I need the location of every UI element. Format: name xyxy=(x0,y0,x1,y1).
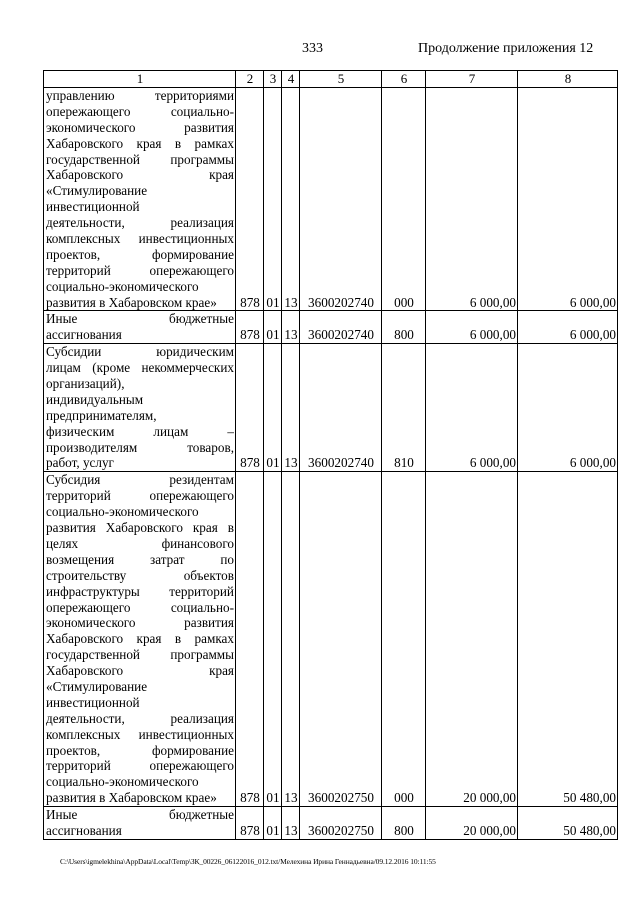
item-name-line: Хабаровского края в рамках xyxy=(46,631,234,647)
item-name-line: Хабаровского края в рамках xyxy=(46,135,234,151)
item-name-line: деятельности, реализация xyxy=(46,710,234,726)
item-name-line: Иные бюджетные xyxy=(46,311,234,327)
item-name-line: опережающего социально- xyxy=(46,599,234,615)
footer-file-path: C:\Users\igmelekhina\AppData\Local\Temp\ЗК_00226_06122016_012.txt/Мелехина Ирина Геннадьевна/09.12.2016 10:11:55 xyxy=(60,857,436,866)
item-name-line: экономического развития xyxy=(46,119,234,135)
section-code-cell: 01 xyxy=(264,472,282,807)
section-code-cell: 01 xyxy=(264,88,282,311)
item-name-line: социально-экономического xyxy=(46,774,199,790)
target-article-cell: 3600202750 xyxy=(300,807,382,840)
table-row xyxy=(44,472,618,807)
item-name-line: экономического развития xyxy=(46,615,234,631)
item-name-line: Субсидии юридическим xyxy=(46,344,234,360)
table-row xyxy=(44,88,618,311)
column-number: 8 xyxy=(518,71,618,88)
item-name-line: социально-экономического xyxy=(46,504,199,520)
amount-year2-cell: 50 480,00 xyxy=(518,807,618,840)
item-name-line: Иные бюджетные xyxy=(46,807,234,823)
column-number: 2 xyxy=(236,71,264,88)
column-number: 6 xyxy=(382,71,426,88)
item-name-line: Субсидия резидентам xyxy=(46,472,234,488)
column-number: 3 xyxy=(264,71,282,88)
amount-year2-cell: 6 000,00 xyxy=(518,344,618,472)
subsection-code-cell: 13 xyxy=(282,472,300,807)
item-name-line: инвестиционной xyxy=(46,199,140,215)
ministry-code-cell: 878 xyxy=(236,344,264,472)
item-name-line: инвестиционной xyxy=(46,694,140,710)
item-name-line: «Стимулирование xyxy=(46,183,148,199)
subsection-code-cell: 13 xyxy=(282,311,300,344)
column-number-row xyxy=(44,71,618,88)
item-name-line: комплексных инвестиционных xyxy=(46,726,234,742)
table-row xyxy=(44,807,618,840)
item-name-line: работ, услуг xyxy=(46,455,114,471)
item-name-line: государственной программы xyxy=(46,647,234,663)
amount-year2-cell: 6 000,00 xyxy=(518,88,618,311)
amount-year1-cell: 20 000,00 xyxy=(426,807,518,840)
item-name-line: государственной программы xyxy=(46,151,234,167)
budget-table xyxy=(43,70,618,840)
amount-year2-cell: 50 480,00 xyxy=(518,472,618,807)
item-name-line: проектов, формирование xyxy=(46,742,234,758)
item-name-line: территорий опережающего xyxy=(46,262,234,278)
item-name-line: Хабаровского края xyxy=(46,663,234,679)
item-name-line: территорий опережающего xyxy=(46,758,234,774)
ministry-code-cell: 878 xyxy=(236,807,264,840)
item-name-line: лицам (кроме некоммерческих xyxy=(46,360,234,376)
item-name-cell xyxy=(44,344,236,472)
item-name-line: производителям товаров, xyxy=(46,439,234,455)
appendix-continuation-title: Продолжение приложения 12 xyxy=(418,41,594,56)
item-name-line: возмещения затрат по xyxy=(46,551,234,567)
item-name-line: опережающего социально- xyxy=(46,103,234,119)
item-name-cell xyxy=(44,807,236,840)
item-name-line: физическим лицам – xyxy=(46,423,234,439)
item-name-line: строительству объектов xyxy=(46,567,234,583)
amount-year1-cell: 6 000,00 xyxy=(426,311,518,344)
item-name-line: комплексных инвестиционных xyxy=(46,231,234,247)
target-article-cell: 3600202740 xyxy=(300,344,382,472)
amount-year1-cell: 6 000,00 xyxy=(426,88,518,311)
ministry-code-cell: 878 xyxy=(236,311,264,344)
item-name-line: предпринимателям, xyxy=(46,407,157,423)
item-name-line: деятельности, реализация xyxy=(46,215,234,231)
item-name-line: целях финансового xyxy=(46,535,234,551)
column-number: 4 xyxy=(282,71,300,88)
amount-year2-cell: 6 000,00 xyxy=(518,311,618,344)
expense-type-cell: 810 xyxy=(382,344,426,472)
subsection-code-cell: 13 xyxy=(282,344,300,472)
item-name-line: территорий опережающего xyxy=(46,488,234,504)
amount-year1-cell: 20 000,00 xyxy=(426,472,518,807)
column-number: 7 xyxy=(426,71,518,88)
subsection-code-cell: 13 xyxy=(282,88,300,311)
item-name-cell xyxy=(44,472,236,807)
expense-type-cell: 000 xyxy=(382,472,426,807)
item-name-line: индивидуальным xyxy=(46,391,144,407)
section-code-cell: 01 xyxy=(264,311,282,344)
table-row xyxy=(44,344,618,472)
ministry-code-cell: 878 xyxy=(236,88,264,311)
ministry-code-cell: 878 xyxy=(236,472,264,807)
item-name-line: развития в Хабаровском крае» xyxy=(46,294,217,310)
section-code-cell: 01 xyxy=(264,807,282,840)
item-name-line: управлению территориями xyxy=(46,88,234,103)
target-article-cell: 3600202740 xyxy=(300,311,382,344)
column-number: 5 xyxy=(300,71,382,88)
amount-year1-cell: 6 000,00 xyxy=(426,344,518,472)
column-number: 1 xyxy=(44,71,236,88)
target-article-cell: 3600202740 xyxy=(300,88,382,311)
item-name-cell xyxy=(44,311,236,344)
subsection-code-cell: 13 xyxy=(282,807,300,840)
item-name-line: инфраструктуры территорий xyxy=(46,583,234,599)
item-name-line: Хабаровского края xyxy=(46,167,234,183)
expense-type-cell: 800 xyxy=(382,807,426,840)
expense-type-cell: 800 xyxy=(382,311,426,344)
item-name-line: «Стимулирование xyxy=(46,678,148,694)
table-row xyxy=(44,311,618,344)
item-name-line: ассигнования xyxy=(46,327,122,343)
target-article-cell: 3600202750 xyxy=(300,472,382,807)
item-name-line: организаций), xyxy=(46,376,125,392)
section-code-cell: 01 xyxy=(264,344,282,472)
page-number: 333 xyxy=(302,41,323,56)
item-name-line: развития в Хабаровском крае» xyxy=(46,790,217,806)
item-name-cell xyxy=(44,88,236,311)
item-name-line: ассигнования xyxy=(46,822,122,838)
item-name-line: проектов, формирование xyxy=(46,246,234,262)
item-name-line: развития Хабаровского края в xyxy=(46,520,234,536)
expense-type-cell: 000 xyxy=(382,88,426,311)
item-name-line: социально-экономического xyxy=(46,278,199,294)
